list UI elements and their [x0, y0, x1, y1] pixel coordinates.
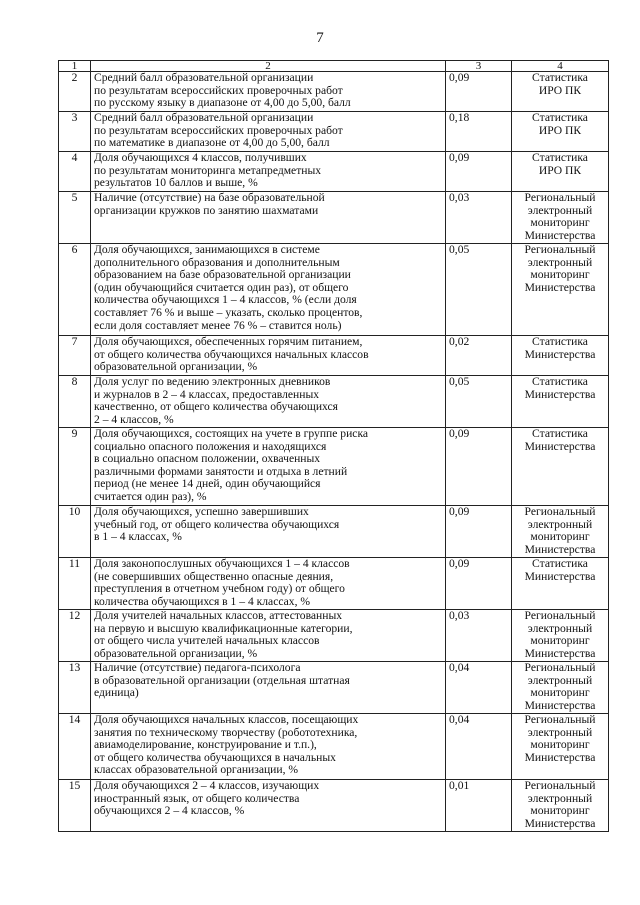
- indicator-weight-cell: 0,03: [446, 192, 512, 244]
- indicator-weight-cell: 0,04: [446, 662, 512, 714]
- row-number-cell: 12: [59, 610, 91, 662]
- data-source-cell: Статистика Министерства: [512, 336, 609, 376]
- indicator-name-cell: Средний балл образовательной организации по результатам всероссийских проверочных работ по математике в диапазоне от 4,00 до 5,00, балл: [91, 112, 446, 152]
- row-number-cell: 15: [59, 780, 91, 832]
- indicator-name-cell: Доля обучающихся, состоящих на учете в группе риска социально опасного положения и находящихся в социально опасном положении, охваченных различными формами занятости и отдыха в летний период (не менее 14 дней, один обучающийся считается один раз), %: [91, 428, 446, 506]
- indicator-weight-cell: 0,18: [446, 112, 512, 152]
- row-number-cell: 11: [59, 558, 91, 610]
- table-row: [59, 72, 609, 112]
- row-number-cell: 13: [59, 662, 91, 714]
- data-source-cell: Статистика Министерства: [512, 376, 609, 428]
- data-source-cell: Региональный электронный мониторинг Министерства: [512, 714, 609, 780]
- indicator-weight-cell: 0,01: [446, 780, 512, 832]
- indicator-name-cell: Доля обучающихся 4 классов, получивших по результатам мониторинга метапредметных результатов 10 баллов и выше, %: [91, 152, 446, 192]
- row-number-cell: 2: [59, 72, 91, 112]
- table-row: [59, 428, 609, 506]
- data-source-cell: Статистика Министерства: [512, 428, 609, 506]
- data-source-cell: Статистика ИРО ПК: [512, 72, 609, 112]
- table-row: [59, 662, 609, 714]
- table-row: [59, 192, 609, 244]
- table-row: [59, 610, 609, 662]
- data-source-cell: Региональный электронный мониторинг Министерства: [512, 662, 609, 714]
- data-source-cell: Региональный электронный мониторинг Министерства: [512, 244, 609, 336]
- data-source-cell: Статистика Министерства: [512, 558, 609, 610]
- indicators-table: [58, 60, 609, 832]
- indicator-weight-cell: 0,03: [446, 610, 512, 662]
- table-row: [59, 780, 609, 832]
- indicator-name-cell: Доля обучающихся, успешно завершивших учебный год, от общего количества обучающихся в 1 – 4 классах, %: [91, 506, 446, 558]
- row-number-cell: 6: [59, 244, 91, 336]
- indicator-weight-cell: 0,09: [446, 558, 512, 610]
- indicator-name-cell: Наличие (отсутствие) на базе образовательной организации кружков по занятию шахматами: [91, 192, 446, 244]
- data-source-cell: Региональный электронный мониторинг Министерства: [512, 780, 609, 832]
- row-number-cell: 8: [59, 376, 91, 428]
- indicator-weight-cell: 0,09: [446, 152, 512, 192]
- column-source-header: 4: [512, 61, 609, 72]
- table-row: [59, 506, 609, 558]
- indicator-weight-cell: 0,05: [446, 376, 512, 428]
- table-row: [59, 244, 609, 336]
- table-row: [59, 714, 609, 780]
- row-number-cell: 3: [59, 112, 91, 152]
- row-number-cell: 9: [59, 428, 91, 506]
- column-number-header: 1: [59, 61, 91, 72]
- table-body: [59, 72, 609, 832]
- indicator-weight-cell: 0,04: [446, 714, 512, 780]
- table-row: [59, 376, 609, 428]
- data-source-cell: Статистика ИРО ПК: [512, 112, 609, 152]
- indicator-name-cell: Доля обучающихся начальных классов, посещающих занятия по техническому творчеству (робототехника, авиамоделирование, конструирование и т.п.), от общего количества обучающихся в начальных классах образовательной организации, %: [91, 714, 446, 780]
- table-header-row: [59, 61, 609, 72]
- data-source-cell: Региональный электронный мониторинг Министерства: [512, 506, 609, 558]
- column-indicator-header: 2: [91, 61, 446, 72]
- indicator-name-cell: Доля услуг по ведению электронных дневников и журналов в 2 – 4 классах, предоставленных качественно, от общего количества обучающихся 2 – 4 классов, %: [91, 376, 446, 428]
- column-weight-header: 3: [446, 61, 512, 72]
- data-source-cell: Региональный электронный мониторинг Министерства: [512, 610, 609, 662]
- indicator-weight-cell: 0,09: [446, 428, 512, 506]
- data-source-cell: Региональный электронный мониторинг Министерства: [512, 192, 609, 244]
- indicator-weight-cell: 0,02: [446, 336, 512, 376]
- indicator-name-cell: Доля учителей начальных классов, аттестованных на первую и высшую квалификационные категории, от общего числа учителей начальных классов образовательной организации, %: [91, 610, 446, 662]
- row-number-cell: 5: [59, 192, 91, 244]
- indicator-name-cell: Доля обучающихся, занимающихся в системе дополнительного образования и дополнительным образованием на базе образовательной организации (один обучающийся считается один раз), от общего количества обучающихся 1 – 4 классов, % (если доля составляет 76 % и выше – указать, сколько процентов, если доля составляет менее 76 % – ставится ноль): [91, 244, 446, 336]
- indicator-weight-cell: 0,09: [446, 72, 512, 112]
- row-number-cell: 10: [59, 506, 91, 558]
- data-source-cell: Статистика ИРО ПК: [512, 152, 609, 192]
- page-number: 7: [316, 30, 324, 46]
- row-number-cell: 4: [59, 152, 91, 192]
- table-row: [59, 336, 609, 376]
- indicator-name-cell: Доля законопослушных обучающихся 1 – 4 классов (не совершивших общественно опасные деяния, преступления в отчетном учебном году) от общего количества обучающихся в 1 – 4 классах, %: [91, 558, 446, 610]
- indicator-name-cell: Средний балл образовательной организации по результатам всероссийских проверочных работ по русскому языку в диапазоне от 4,00 до 5,00, балл: [91, 72, 446, 112]
- indicator-name-cell: Наличие (отсутствие) педагога-психолога в образовательной организации (отдельная штатная единица): [91, 662, 446, 714]
- table-row: [59, 558, 609, 610]
- indicator-name-cell: Доля обучающихся 2 – 4 классов, изучающих иностранный язык, от общего количества обучающихся 2 – 4 классов, %: [91, 780, 446, 832]
- indicator-name-cell: Доля обучающихся, обеспеченных горячим питанием, от общего количества обучающихся начальных классов образовательной организации, %: [91, 336, 446, 376]
- indicator-weight-cell: 0,05: [446, 244, 512, 336]
- row-number-cell: 14: [59, 714, 91, 780]
- table-row: [59, 112, 609, 152]
- indicator-weight-cell: 0,09: [446, 506, 512, 558]
- table-row: [59, 152, 609, 192]
- row-number-cell: 7: [59, 336, 91, 376]
